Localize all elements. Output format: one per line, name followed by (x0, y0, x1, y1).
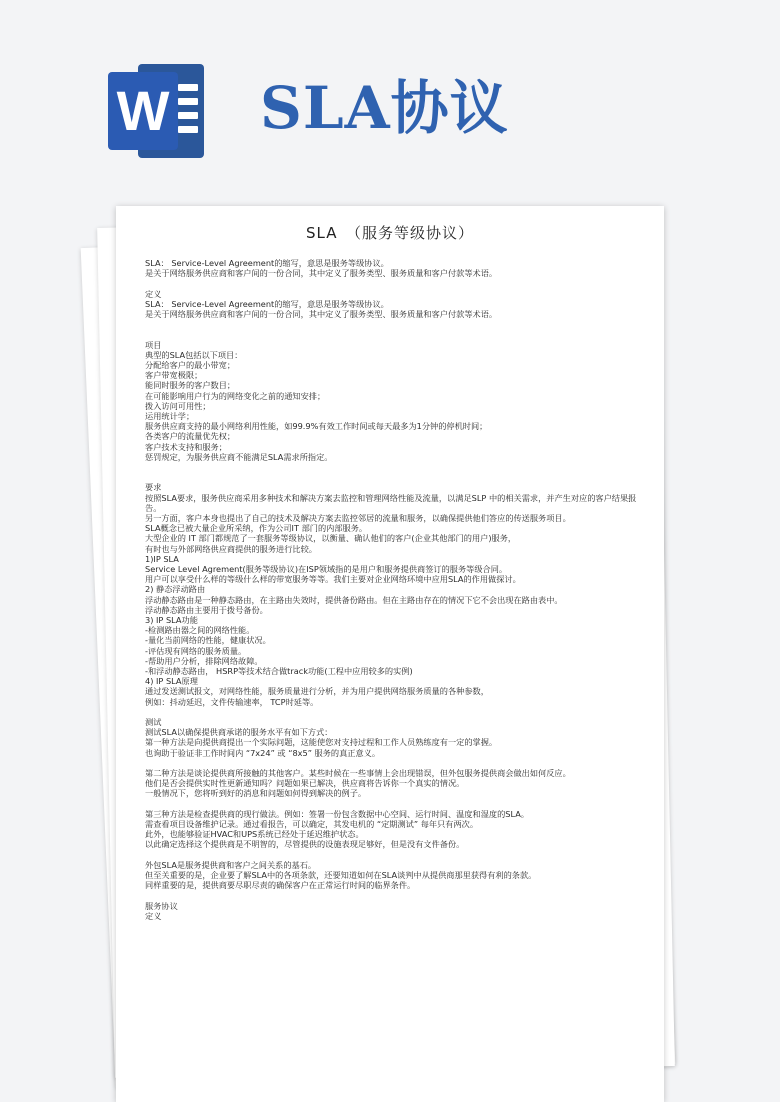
document-title: SLA （服务等级协议） (306, 224, 474, 242)
body-line: 能同时服务的客户数目； (145, 380, 236, 391)
blank-line (145, 472, 650, 482)
body-line: 测试SLA以确保提供商承诺的服务水平有如下方式： (145, 727, 333, 738)
body-line: SLA： Service-Level Agreement的缩写，意思是服务等级协议。 (145, 298, 389, 309)
body-line: 以此确定选择这个提供商是不明智的，尽管提供的设施表现足够好，但是没有文件备份。 (145, 839, 465, 850)
blank-line (145, 329, 650, 339)
body-line: 在可能影响用户行为的网络变化之前的通知安排； (145, 390, 326, 401)
body-line: 第一种方法是向提供商提出一个实际问题，这能使您对支持过程和工作人员熟练度有一定的掌握。 (145, 737, 498, 748)
body-line: 例如：抖动延迟，文件传输速率， TCP时延等。 (145, 696, 319, 707)
page-title: SLA协议 (260, 74, 509, 142)
body-line: -量化当前网络的性能，健康状况。 (145, 635, 271, 646)
blank-line (145, 707, 650, 717)
blank-line (145, 799, 650, 809)
body-line: 是关于网络服务供应商和客户间的一份合同，其中定义了服务类型、服务质量和客户付款等术语。 (145, 268, 498, 279)
body-line: 2) 静态浮动路由 (145, 584, 206, 595)
body-line: 各类客户的流量优先权； (145, 431, 236, 442)
blank-line (145, 758, 650, 768)
body-line: 外包SLA是服务提供商和客户之间关系的基石。 (145, 859, 317, 870)
body-line: 定义 (145, 910, 162, 921)
body-line: 4) IP SLA原理 (145, 676, 198, 687)
body-line: 拨入访问可用性； (145, 400, 211, 411)
body-line: 要求 (145, 482, 162, 493)
body-line: 分配给客户的最小带宽； (145, 359, 236, 370)
blank-line (145, 319, 650, 329)
body-line: 第三种方法是检查提供商的现行做法。例如：签署一份包含数据中心空间、运行时间、温度和湿度的SLA。 (145, 808, 529, 819)
body-line: 典型的SLA包括以下项目： (145, 349, 243, 360)
body-line: Service Level Agrement(服务等级协议)在ISP领域指的是用户和服务提供商签订的服务等级合同。 (145, 564, 508, 575)
body-line: SLA概念已被大量企业所采纳，作为公司IT 部门的内部服务。 (145, 523, 368, 534)
body-line: 服务协议 (145, 900, 178, 911)
body-line: 1)IP SLA (145, 553, 179, 564)
body-line: 定义 (145, 288, 162, 299)
page-header (0, 0, 780, 200)
body-line: 浮动静态路由主要用于拨号备份。 (145, 604, 268, 615)
word-doc-icon (108, 64, 204, 160)
body-line: 此外，也能够验证HVAC和UPS系统已经处于延迟维护状态。 (145, 829, 364, 840)
body-line: 是关于网络服务供应商和客户间的一份合同，其中定义了服务类型、服务质量和客户付款等术语。 (145, 309, 498, 319)
blank-line (145, 890, 650, 900)
body-line: 通过发送测试报文，对网络性能，服务质量进行分析，并为用户提供网络服务质量的各种参数， (145, 686, 489, 697)
body-line: 有时也与外部网络供应商提供的服务进行比较。 (145, 543, 317, 554)
body-line: 需查看项目设备维护记录。通过看报告，可以确定，其发电机的 “定期测试” 每年只有两次。 (145, 819, 479, 830)
body-line: 3) IP SLA功能 (145, 615, 198, 626)
blank-line (145, 850, 650, 860)
body-line: 浮动静态路由是一种静态路由，在主路由失效时，提供备份路由。但在主路由存在的情况下它不会出现在路由表中。 (145, 594, 563, 605)
body-line: -检测路由器之间的网络性能。 (145, 625, 255, 636)
body-line: 大型企业的 IT 部门都规范了一套服务等级协议，以衡量、确认他们的客户(企业其他部门的用户)服务， (145, 533, 517, 544)
body-line: 另一方面，客户本身也提出了自己的技术及解决方案去监控邻居的流量和服务，以确保提供他们答应的传送服务项目。 (145, 513, 571, 523)
document-page (116, 206, 664, 1102)
body-line: -评估现有网络的服务质量。 (145, 645, 247, 656)
blank-line (145, 462, 650, 472)
body-line: 一般情况下，您将听到好的消息和问题如何得到解决的例子。 (145, 788, 367, 799)
word-letter-badge: W (108, 72, 178, 150)
body-line: 按照SLA要求，服务供应商采用多种技术和解决方案去监控和管理网络性能及流量，以满足SLP 中的相关需求，并产生对应的客户结果报告。 (145, 492, 637, 513)
body-line: 客户带宽极限； (145, 370, 203, 381)
document-body (145, 258, 650, 921)
body-line: 第二种方法是谈论提供商所接触的其他客户。某些时候在一些事情上会出现错误，但外包服务提供商会做出如何反应。 (145, 768, 571, 779)
body-line: 也询助于验证非工作时间内 “7x24” 或 “8x5” 服务的真正意义。 (145, 747, 381, 758)
blank-line (145, 278, 650, 288)
body-line: 客户技术支持和服务； (145, 441, 227, 452)
body-line: 惩罚规定，为服务供应商不能满足SLA需求所指定。 (145, 451, 333, 462)
body-line: 测试 (145, 717, 162, 728)
body-line: -和浮动静态路由， HSRP等技术结合做track功能(工程中应用较多的实例) (145, 666, 413, 677)
body-line: 同样重要的是，提供商要尽职尽责的确保客户在正常运行时间的临界条件。 (145, 880, 416, 891)
body-line: 但至关重要的是，企业要了解SLA中的各项条款，还要知道如何在SLA谈判中从提供商那里获得有利的条款。 (145, 870, 537, 881)
body-line: 运用统计学； (145, 411, 195, 421)
body-line: 项目 (145, 339, 162, 350)
body-line: 服务供应商支持的最小网络利用性能，如99.9%有效工作时间或每天最多为1分钟的停机时间； (145, 421, 488, 432)
body-line: 他们是否会提供实时性更新通知吗？问题如果已解决，供应商将告诉你一个真实的情况。 (145, 778, 465, 789)
body-line: 用户可以享受什么样的等级什么样的带宽服务等等。我们主要对企业网络环境中应用SLA的作用做探讨。 (145, 574, 521, 585)
body-line: -帮助用户分析，排除网络故障。 (145, 655, 263, 666)
body-line: SLA： Service-Level Agreement的缩写，意思是服务等级协议。 (145, 258, 389, 268)
